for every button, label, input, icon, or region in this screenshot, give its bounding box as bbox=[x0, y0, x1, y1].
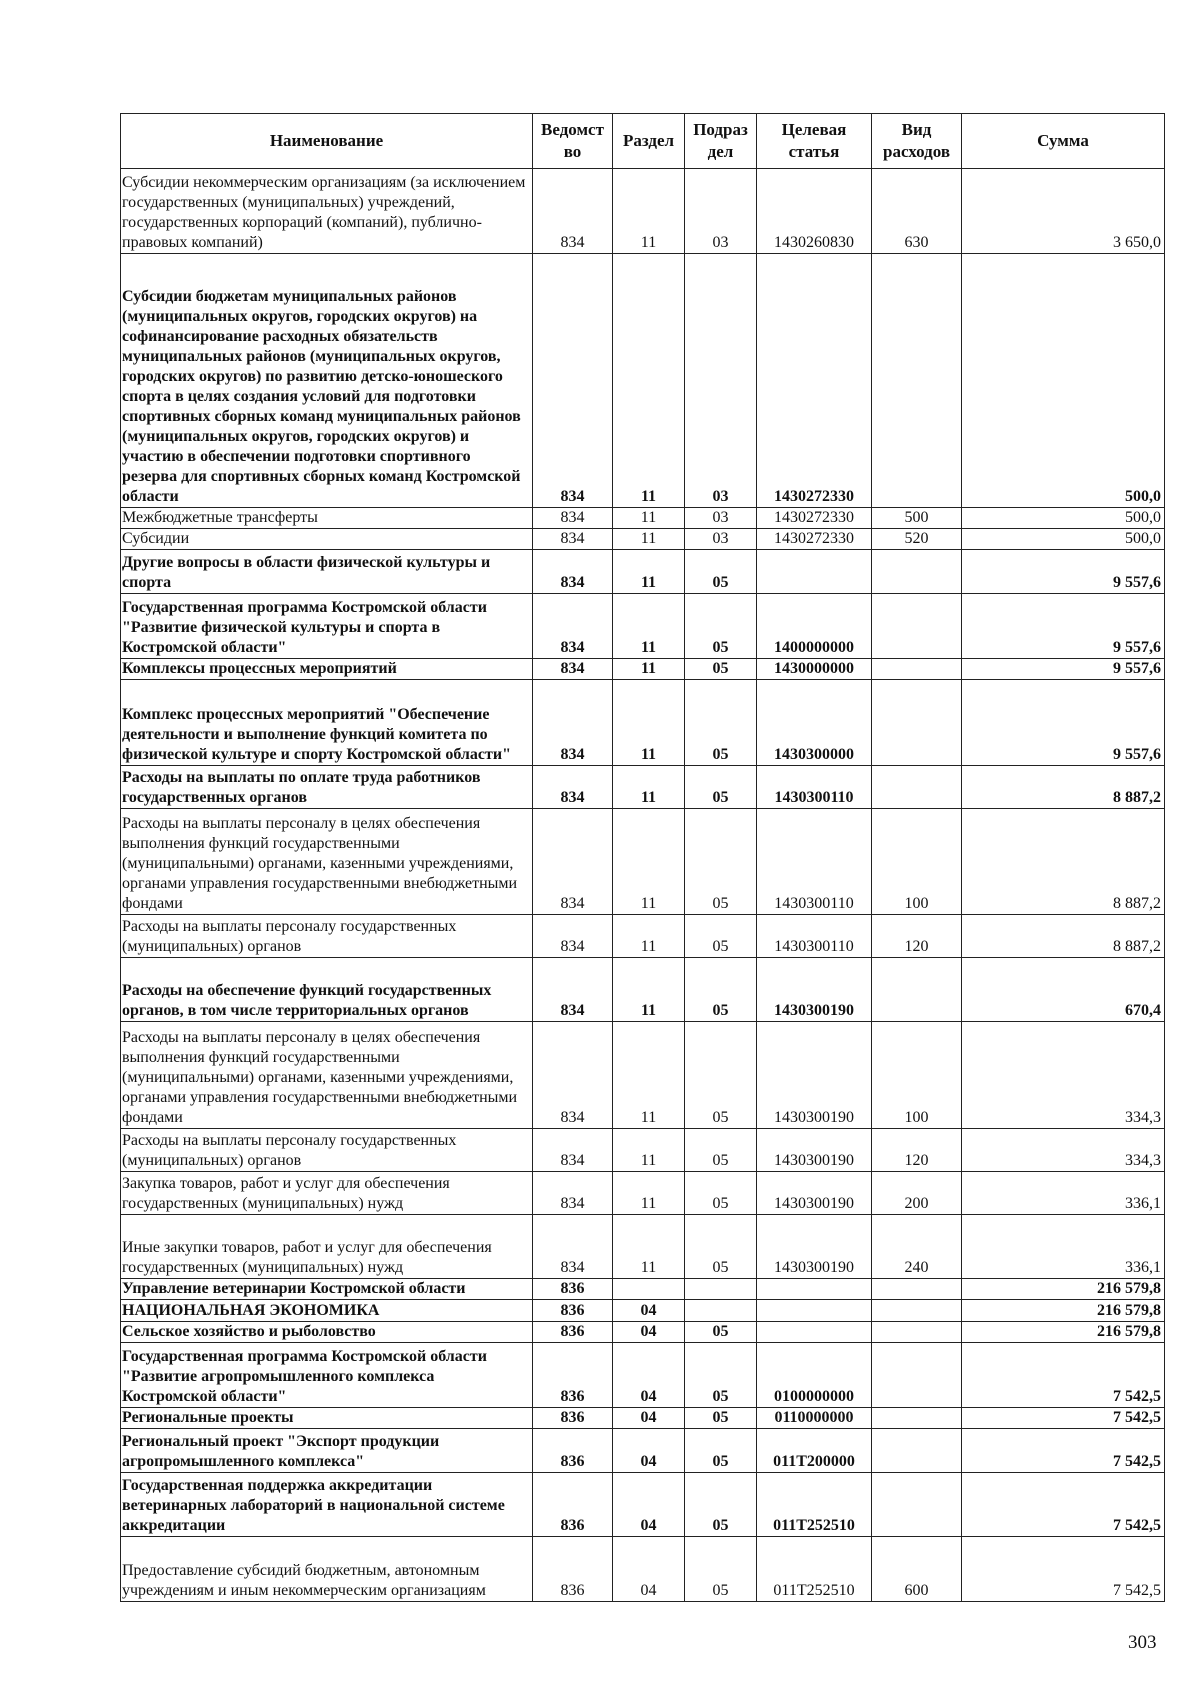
budget-table bbox=[120, 113, 1165, 1602]
cell-subsection: 05 bbox=[685, 1429, 757, 1473]
cell-amount: 336,1 bbox=[962, 1215, 1165, 1279]
cell-name: Государственная программа Костромской области "Развитие агропромышленного комплекса Костромской области" bbox=[121, 1343, 533, 1408]
cell-subsection bbox=[685, 1300, 757, 1322]
cell-target-article bbox=[757, 1279, 872, 1300]
cell-section: 11 bbox=[613, 254, 685, 508]
cell-name: Региональные проекты bbox=[121, 1408, 533, 1429]
cell-expense-type: 200 bbox=[872, 1172, 962, 1215]
cell-department: 836 bbox=[533, 1473, 613, 1537]
cell-department: 834 bbox=[533, 169, 613, 254]
cell-expense-type bbox=[872, 1300, 962, 1322]
table-row bbox=[121, 1129, 1165, 1172]
cell-subsection: 05 bbox=[685, 1322, 757, 1343]
cell-department: 836 bbox=[533, 1408, 613, 1429]
cell-target-article: 1430300190 bbox=[757, 958, 872, 1022]
cell-target-article: 1430300110 bbox=[757, 915, 872, 958]
cell-target-article: 1430300110 bbox=[757, 766, 872, 809]
cell-subsection: 05 bbox=[685, 1473, 757, 1537]
cell-department: 836 bbox=[533, 1343, 613, 1408]
cell-amount: 7 542,5 bbox=[962, 1429, 1165, 1473]
cell-name: Субсидии бюджетам муниципальных районов (муниципальных округов, городских округов) на софинансирование расходных обязательств муниципальных районов (муниципальных округов, городских округов) по развитию детско-юношеского спорта в целях создания условий для подготовки спортивных сборных команд муниципальных районов (муниципальных округов, городских округов) и участию в обеспечении подготовки спортивного резерва для спортивных сборных команд Костромской области bbox=[121, 254, 533, 508]
cell-target-article: 0110000000 bbox=[757, 1408, 872, 1429]
cell-department: 834 bbox=[533, 1022, 613, 1129]
cell-section: 11 bbox=[613, 1172, 685, 1215]
cell-amount: 9 557,6 bbox=[962, 659, 1165, 680]
table-row bbox=[121, 1172, 1165, 1215]
cell-subsection: 03 bbox=[685, 508, 757, 529]
cell-expense-type: 520 bbox=[872, 529, 962, 550]
cell-department: 834 bbox=[533, 766, 613, 809]
table-row bbox=[121, 1300, 1165, 1322]
cell-expense-type bbox=[872, 1408, 962, 1429]
table-row bbox=[121, 1343, 1165, 1408]
table-row bbox=[121, 254, 1165, 508]
cell-name: Предоставление субсидий бюджетным, автономным учреждениям и иным некоммерческим организациям bbox=[121, 1537, 533, 1602]
cell-target-article bbox=[757, 550, 872, 594]
header-target-article: Целевая статья bbox=[757, 114, 872, 169]
table-row bbox=[121, 680, 1165, 766]
cell-amount: 9 557,6 bbox=[962, 550, 1165, 594]
cell-section: 11 bbox=[613, 958, 685, 1022]
table-row bbox=[121, 550, 1165, 594]
table-row bbox=[121, 508, 1165, 529]
cell-subsection: 05 bbox=[685, 1343, 757, 1408]
cell-target-article: 1430300190 bbox=[757, 1172, 872, 1215]
cell-target-article: 011Т252510 bbox=[757, 1473, 872, 1537]
cell-expense-type: 630 bbox=[872, 169, 962, 254]
cell-subsection: 05 bbox=[685, 1215, 757, 1279]
cell-subsection: 03 bbox=[685, 169, 757, 254]
cell-department: 834 bbox=[533, 1172, 613, 1215]
cell-expense-type bbox=[872, 594, 962, 659]
cell-subsection: 05 bbox=[685, 915, 757, 958]
cell-expense-type: 120 bbox=[872, 915, 962, 958]
cell-department: 834 bbox=[533, 659, 613, 680]
cell-target-article: 011Т200000 bbox=[757, 1429, 872, 1473]
cell-name: Расходы на выплаты персоналу государственных (муниципальных) органов bbox=[121, 1129, 533, 1172]
cell-expense-type bbox=[872, 1343, 962, 1408]
cell-target-article: 1400000000 bbox=[757, 594, 872, 659]
cell-target-article: 1430300000 bbox=[757, 680, 872, 766]
cell-amount: 9 557,6 bbox=[962, 680, 1165, 766]
cell-expense-type bbox=[872, 1473, 962, 1537]
cell-section: 11 bbox=[613, 659, 685, 680]
header-name: Наименование bbox=[121, 114, 533, 169]
table-row bbox=[121, 1322, 1165, 1343]
cell-amount: 334,3 bbox=[962, 1022, 1165, 1129]
cell-name: Закупка товаров, работ и услуг для обеспечения государственных (муниципальных) нужд bbox=[121, 1172, 533, 1215]
cell-subsection: 05 bbox=[685, 1172, 757, 1215]
table-header-row bbox=[121, 114, 1165, 169]
cell-expense-type bbox=[872, 1322, 962, 1343]
table-row bbox=[121, 1429, 1165, 1473]
cell-amount: 216 579,8 bbox=[962, 1300, 1165, 1322]
cell-name: Региональный проект "Экспорт продукции агропромышленного комплекса" bbox=[121, 1429, 533, 1473]
cell-expense-type bbox=[872, 680, 962, 766]
cell-section: 11 bbox=[613, 529, 685, 550]
cell-section: 11 bbox=[613, 915, 685, 958]
cell-department: 834 bbox=[533, 958, 613, 1022]
cell-subsection: 05 bbox=[685, 1129, 757, 1172]
cell-name: Иные закупки товаров, работ и услуг для обеспечения государственных (муниципальных) нужд bbox=[121, 1215, 533, 1279]
table-row bbox=[121, 958, 1165, 1022]
cell-target-article: 1430000000 bbox=[757, 659, 872, 680]
cell-section: 04 bbox=[613, 1429, 685, 1473]
table-row bbox=[121, 766, 1165, 809]
header-subsection: Подраз дел bbox=[685, 114, 757, 169]
cell-subsection: 05 bbox=[685, 1537, 757, 1602]
cell-department: 836 bbox=[533, 1537, 613, 1602]
table-row bbox=[121, 1473, 1165, 1537]
cell-section: 11 bbox=[613, 550, 685, 594]
cell-amount: 334,3 bbox=[962, 1129, 1165, 1172]
cell-target-article: 1430300190 bbox=[757, 1022, 872, 1129]
cell-name: Расходы на выплаты по оплате труда работников государственных органов bbox=[121, 766, 533, 809]
cell-expense-type: 500 bbox=[872, 508, 962, 529]
cell-expense-type bbox=[872, 550, 962, 594]
cell-target-article: 1430272330 bbox=[757, 254, 872, 508]
cell-amount: 3 650,0 bbox=[962, 169, 1165, 254]
page-number: 303 bbox=[1128, 1632, 1157, 1653]
cell-subsection: 05 bbox=[685, 550, 757, 594]
cell-target-article bbox=[757, 1322, 872, 1343]
cell-department: 836 bbox=[533, 1429, 613, 1473]
table-row bbox=[121, 169, 1165, 254]
cell-department: 836 bbox=[533, 1300, 613, 1322]
cell-section: 04 bbox=[613, 1322, 685, 1343]
cell-name: Управление ветеринарии Костромской области bbox=[121, 1279, 533, 1300]
cell-target-article: 1430300110 bbox=[757, 809, 872, 915]
cell-amount: 8 887,2 bbox=[962, 766, 1165, 809]
cell-department: 836 bbox=[533, 1279, 613, 1300]
table-row bbox=[121, 594, 1165, 659]
cell-target-article: 1430300190 bbox=[757, 1129, 872, 1172]
cell-amount: 8 887,2 bbox=[962, 915, 1165, 958]
cell-subsection: 05 bbox=[685, 680, 757, 766]
table-row bbox=[121, 1408, 1165, 1429]
cell-amount: 7 542,5 bbox=[962, 1408, 1165, 1429]
cell-amount: 500,0 bbox=[962, 508, 1165, 529]
cell-name: Расходы на обеспечение функций государственных органов, в том числе территориальных органов bbox=[121, 958, 533, 1022]
cell-subsection: 05 bbox=[685, 958, 757, 1022]
cell-expense-type bbox=[872, 254, 962, 508]
cell-section bbox=[613, 1279, 685, 1300]
cell-target-article: 1430260830 bbox=[757, 169, 872, 254]
cell-amount: 670,4 bbox=[962, 958, 1165, 1022]
cell-amount: 216 579,8 bbox=[962, 1279, 1165, 1300]
cell-name: Межбюджетные трансферты bbox=[121, 508, 533, 529]
cell-subsection: 03 bbox=[685, 254, 757, 508]
cell-name: Другие вопросы в области физической культуры и спорта bbox=[121, 550, 533, 594]
cell-subsection: 05 bbox=[685, 594, 757, 659]
cell-subsection: 05 bbox=[685, 766, 757, 809]
table-body bbox=[121, 169, 1165, 1602]
cell-section: 11 bbox=[613, 766, 685, 809]
cell-section: 04 bbox=[613, 1473, 685, 1537]
cell-target-article: 1430300190 bbox=[757, 1215, 872, 1279]
cell-section: 04 bbox=[613, 1343, 685, 1408]
cell-expense-type bbox=[872, 958, 962, 1022]
cell-department: 834 bbox=[533, 1129, 613, 1172]
table-row bbox=[121, 1537, 1165, 1602]
cell-name: Государственная программа Костромской области "Развитие физической культуры и спорта в Костромской области" bbox=[121, 594, 533, 659]
cell-department: 834 bbox=[533, 809, 613, 915]
cell-amount: 8 887,2 bbox=[962, 809, 1165, 915]
cell-name: Сельское хозяйство и рыболовство bbox=[121, 1322, 533, 1343]
cell-section: 04 bbox=[613, 1537, 685, 1602]
cell-expense-type bbox=[872, 1429, 962, 1473]
cell-expense-type: 100 bbox=[872, 809, 962, 915]
cell-section: 11 bbox=[613, 680, 685, 766]
cell-amount: 7 542,5 bbox=[962, 1343, 1165, 1408]
cell-name: Расходы на выплаты персоналу в целях обеспечения выполнения функций государственными (муниципальными) органами, казенными учреждениями, органами управления государственными внебюджетными фондами bbox=[121, 1022, 533, 1129]
cell-name: Комплекс процессных мероприятий "Обеспечение деятельности и выполнение функций комитета по физической культуре и спорту Костромской области" bbox=[121, 680, 533, 766]
table-row bbox=[121, 659, 1165, 680]
table-row bbox=[121, 1215, 1165, 1279]
cell-name: Государственная поддержка аккредитации ветеринарных лабораторий в национальной системе аккредитации bbox=[121, 1473, 533, 1537]
cell-section: 11 bbox=[613, 1129, 685, 1172]
cell-name: Расходы на выплаты персоналу в целях обеспечения выполнения функций государственными (муниципальными) органами, казенными учреждениями, органами управления государственными внебюджетными фондами bbox=[121, 809, 533, 915]
cell-department: 834 bbox=[533, 915, 613, 958]
cell-subsection: 03 bbox=[685, 529, 757, 550]
cell-target-article bbox=[757, 1300, 872, 1322]
table-row bbox=[121, 1279, 1165, 1300]
cell-department: 836 bbox=[533, 1322, 613, 1343]
cell-subsection bbox=[685, 1279, 757, 1300]
cell-section: 11 bbox=[613, 169, 685, 254]
cell-department: 834 bbox=[533, 550, 613, 594]
cell-department: 834 bbox=[533, 1215, 613, 1279]
header-department: Ведомст во bbox=[533, 114, 613, 169]
cell-expense-type: 240 bbox=[872, 1215, 962, 1279]
cell-name: Субсидии некоммерческим организациям (за исключением государственных (муниципальных) учреждений, государственных корпораций (компаний), публично-правовых компаний) bbox=[121, 169, 533, 254]
header-expense-type: Вид расходов bbox=[872, 114, 962, 169]
cell-department: 834 bbox=[533, 508, 613, 529]
cell-name: НАЦИОНАЛЬНАЯ ЭКОНОМИКА bbox=[121, 1300, 533, 1322]
cell-expense-type: 600 bbox=[872, 1537, 962, 1602]
cell-target-article: 1430272330 bbox=[757, 529, 872, 550]
cell-amount: 216 579,8 bbox=[962, 1322, 1165, 1343]
cell-section: 11 bbox=[613, 809, 685, 915]
cell-amount: 500,0 bbox=[962, 529, 1165, 550]
cell-name: Субсидии bbox=[121, 529, 533, 550]
cell-target-article: 0100000000 bbox=[757, 1343, 872, 1408]
cell-department: 834 bbox=[533, 254, 613, 508]
cell-section: 11 bbox=[613, 1022, 685, 1129]
cell-amount: 336,1 bbox=[962, 1172, 1165, 1215]
cell-section: 11 bbox=[613, 1215, 685, 1279]
cell-subsection: 05 bbox=[685, 1408, 757, 1429]
cell-expense-type bbox=[872, 1279, 962, 1300]
cell-expense-type: 120 bbox=[872, 1129, 962, 1172]
cell-section: 04 bbox=[613, 1300, 685, 1322]
cell-amount: 500,0 bbox=[962, 254, 1165, 508]
cell-expense-type: 100 bbox=[872, 1022, 962, 1129]
table-row bbox=[121, 809, 1165, 915]
cell-expense-type bbox=[872, 659, 962, 680]
cell-subsection: 05 bbox=[685, 659, 757, 680]
cell-amount: 7 542,5 bbox=[962, 1473, 1165, 1537]
cell-department: 834 bbox=[533, 680, 613, 766]
cell-department: 834 bbox=[533, 594, 613, 659]
header-section: Раздел bbox=[613, 114, 685, 169]
cell-expense-type bbox=[872, 766, 962, 809]
table-row bbox=[121, 915, 1165, 958]
cell-target-article: 011Т252510 bbox=[757, 1537, 872, 1602]
cell-department: 834 bbox=[533, 529, 613, 550]
cell-section: 04 bbox=[613, 1408, 685, 1429]
cell-target-article: 1430272330 bbox=[757, 508, 872, 529]
cell-subsection: 05 bbox=[685, 1022, 757, 1129]
cell-name: Расходы на выплаты персоналу государственных (муниципальных) органов bbox=[121, 915, 533, 958]
cell-amount: 7 542,5 bbox=[962, 1537, 1165, 1602]
table-row bbox=[121, 1022, 1165, 1129]
cell-section: 11 bbox=[613, 508, 685, 529]
cell-section: 11 bbox=[613, 594, 685, 659]
cell-subsection: 05 bbox=[685, 809, 757, 915]
cell-amount: 9 557,6 bbox=[962, 594, 1165, 659]
header-amount: Сумма bbox=[962, 114, 1165, 169]
table-row bbox=[121, 529, 1165, 550]
cell-name: Комплексы процессных мероприятий bbox=[121, 659, 533, 680]
